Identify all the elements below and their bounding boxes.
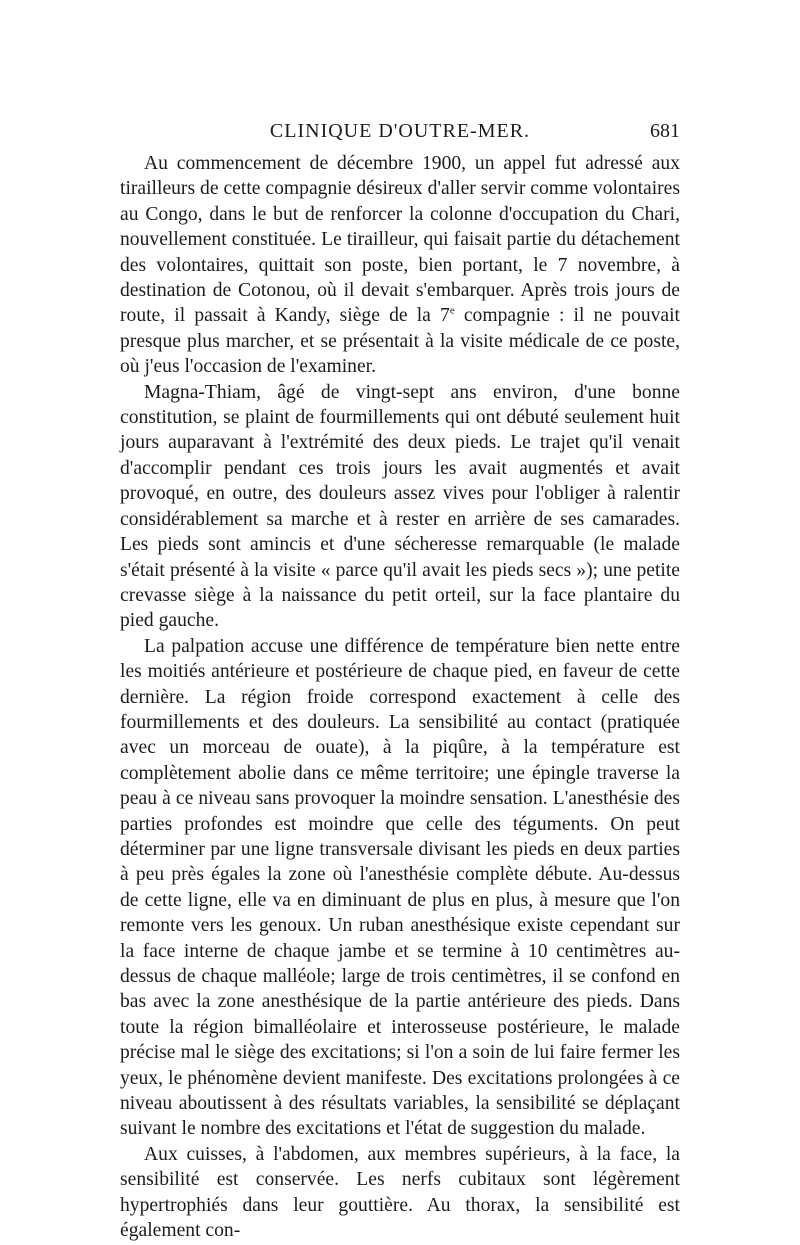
paragraph-1-part-a: Au commencement de décembre 1900, un appel fut adressé aux tirailleurs de cette compagnie désireux d'aller servir comme volontaires au Congo, dans le but de renforcer la colonne d'occupation du Chari, nouvellement constituée. Le tirailleur, qui faisait partie du détachement des volontaires, quittait son poste, bien portant, le 7 novembre, à destination de Cotonou, où il devait s'embarquer. Après trois jours de route, il passait à Kandy, siège de la 7 [120,153,680,327]
page-number: 681 [650,120,680,142]
ordinal-superscript: e [449,304,455,317]
paragraph-2: Magna-Thiam, âgé de vingt-sept ans environ, d'une bonne constitution, se plaint de fourmillements qui ont débuté seulement huit jours auparavant à l'extrémité des deux pieds. Le trajet qu'il venait d'accomplir pendant ces trois jours les avait augmentés et avait provoqué, en outre, des douleurs assez vives pour l'obliger à ralentir considérablement sa marche et à rester en arrière de ses camarades. Les pieds sont amincis et d'une sécheresse remarquable (le malade s'était présenté à la visite « parce qu'il avait les pieds secs »); une petite crevasse siège à la naissance du petit orteil, sur la face plantaire du pied gauche. [120,381,680,632]
paragraph-1-part-b: compagnie : il ne pouvait presque plus marcher, et se présentait à la visite médicale de ce poste, où j'eus l'occasion de l'examiner. [120,305,680,378]
running-head [120,118,680,144]
body-text [120,151,680,1243]
paragraph-3: La palpation accuse une différence de température bien nette entre les moitiés antérieure et postérieure de chaque pied, en faveur de cette dernière. La région froide correspond exactement à celle des fourmillements et des douleurs. La sensibilité au contact (pratiquée avec un morceau de ouate), à la piqûre, à la température est complètement abolie dans ce même territoire; une épingle traverse la peau à ce niveau sans provoquer la moindre sensation. L'anesthésie des parties profondes est moindre que celle des téguments. On peut déterminer par une ligne transversale divisant les pieds en deux parties à peu près égales la zone où l'anesthésie complète débute. Au-dessus de cette ligne, elle va en diminuant de plus en plus, à mesure que l'on remonte vers les genoux. Un ruban anesthésique existe cependant sur la face interne de chaque jambe et se termine à 10 centimètres au-dessus de chaque malléole; large de trois centimètres, il se confond en bas avec la zone anesthésique de la partie antérieure des pieds. Dans toute la région bimalléolaire et interosseuse postérieure, le malade précise mal le siège des excitations; si l'on a soin de lui faire fermer les yeux, le phénomène devient manifeste. Des excitations prolongées à ce niveau aboutissent à des résultats variables, la sensibilité se déplaçant suivant le nombre des excitations et l'état de suggestion du malade. [120,635,680,1140]
paragraph-4: Aux cuisses, à l'abdomen, aux membres supérieurs, à la face, la sensibilité est conservée. Les nerfs cubitaux sont légèrement hypertrophiés dans leur gouttière. Au thorax, la sensibilité est également con- [120,1143,680,1242]
running-title: CLINIQUE D'OUTRE-MER. [269,120,531,142]
paragraph-1 [120,151,680,380]
